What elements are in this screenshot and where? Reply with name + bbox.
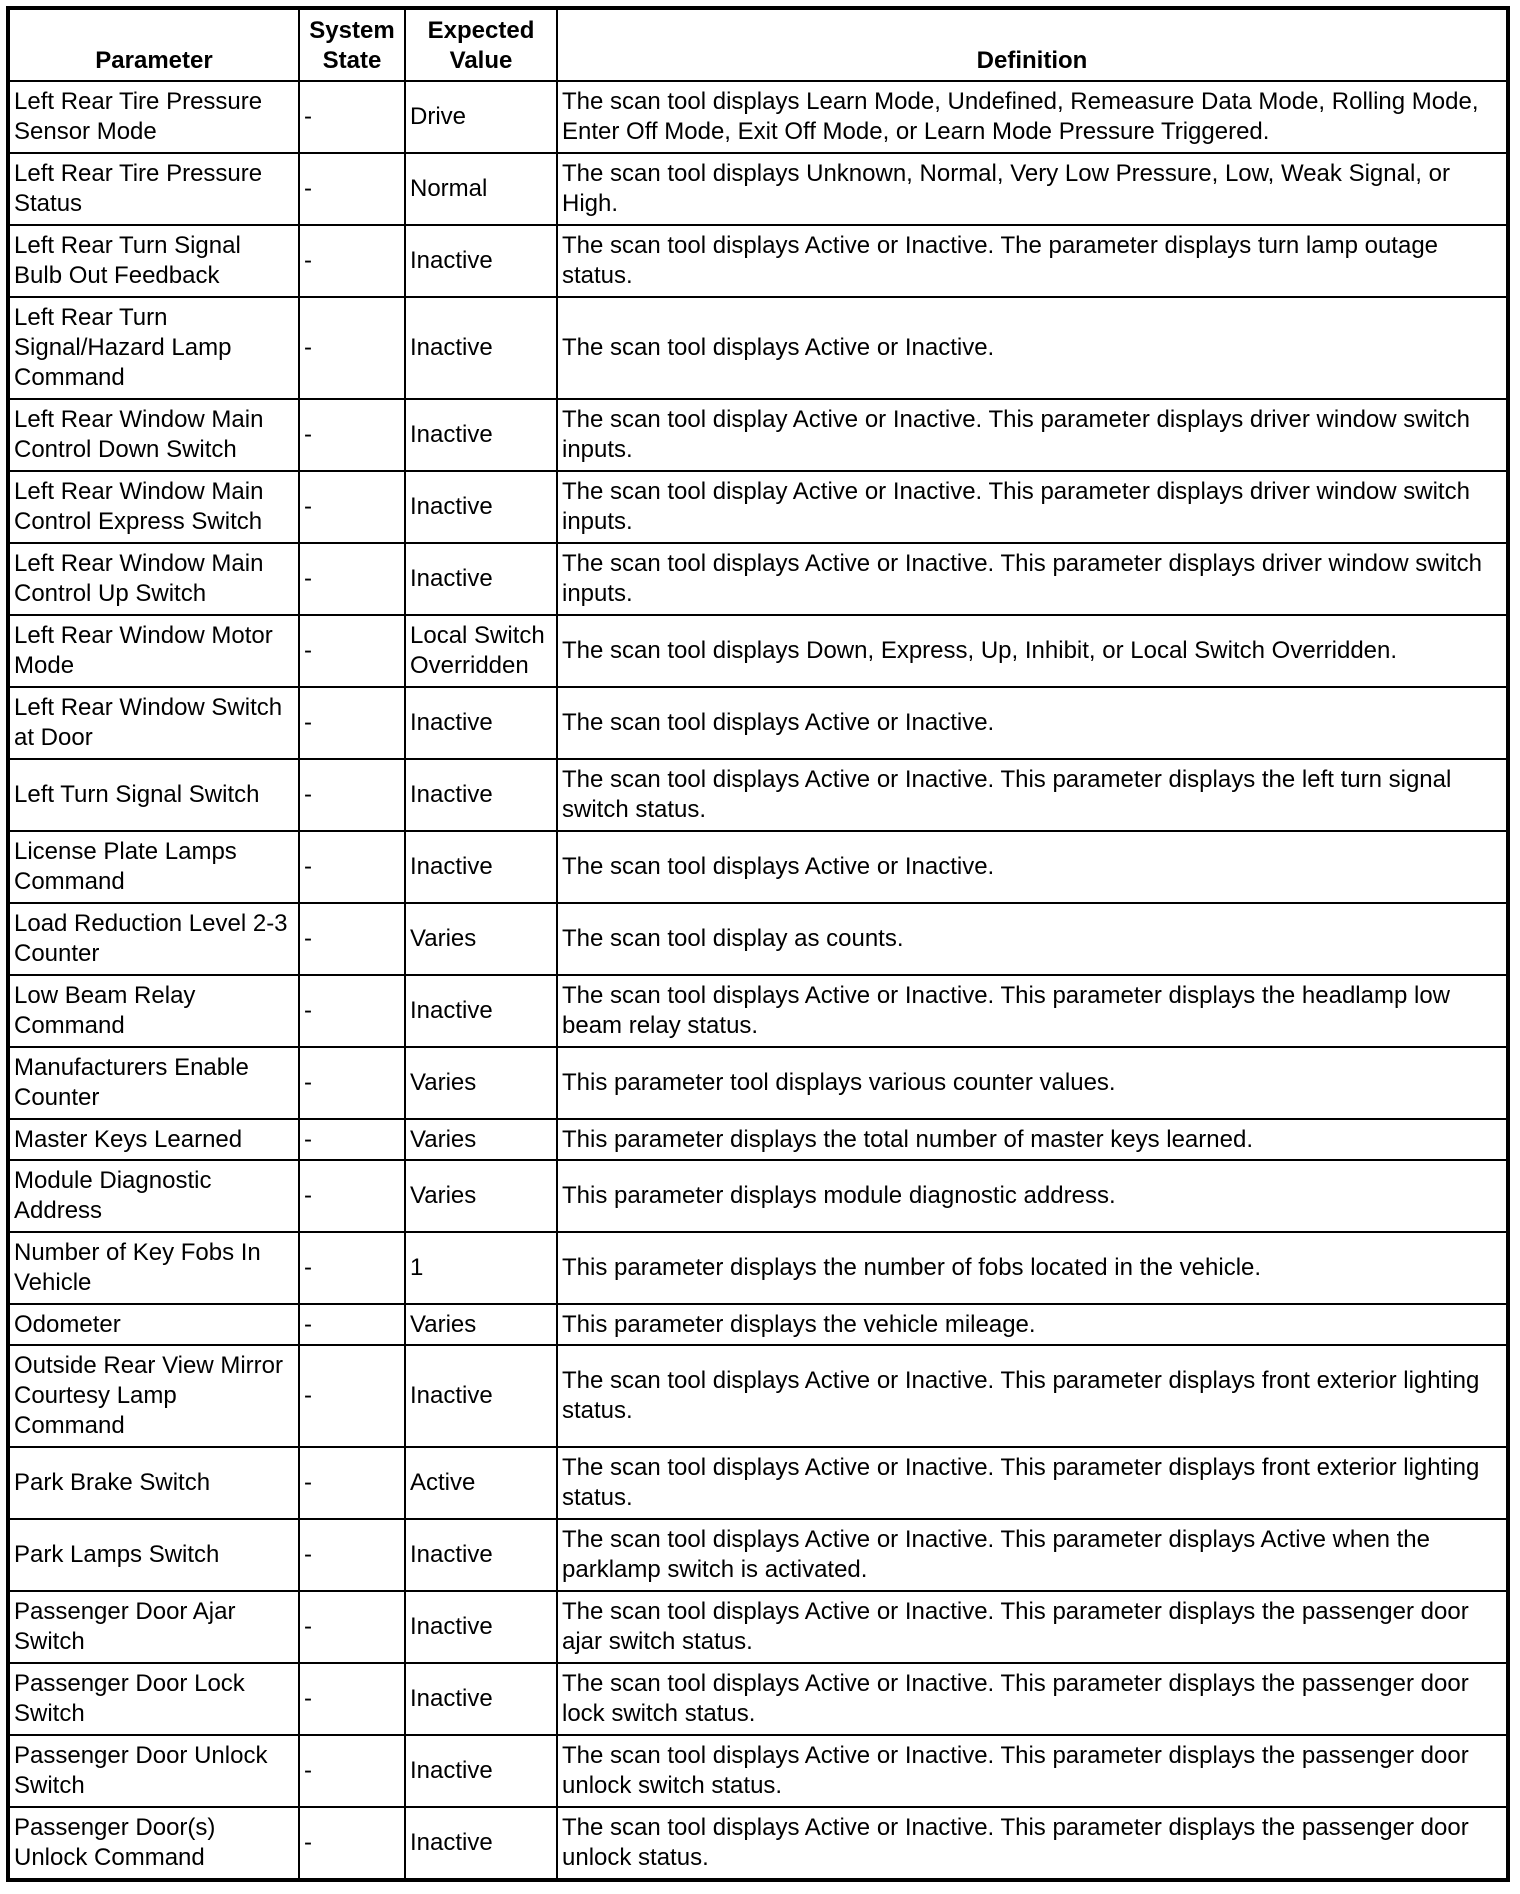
table-row: [8, 153, 1508, 225]
parameter-cell: Park Lamps Switch: [8, 1519, 299, 1591]
parameter-cell: Odometer: [8, 1304, 299, 1345]
system-state-cell: -: [299, 297, 405, 399]
definition-cell: The scan tool displays Active or Inactive. This parameter displays front exterior lighting status.: [557, 1447, 1508, 1519]
definition-cell: This parameter displays the vehicle mileage.: [557, 1304, 1508, 1345]
expected-value-cell: Inactive: [405, 1807, 557, 1880]
parameter-cell: License Plate Lamps Command: [8, 831, 299, 903]
system-state-cell: -: [299, 1807, 405, 1880]
definition-cell: The scan tool displays Active or Inactive. The parameter displays turn lamp outage status.: [557, 225, 1508, 297]
header-definition: Definition: [557, 8, 1508, 81]
expected-value-cell: Varies: [405, 903, 557, 975]
expected-value-cell: Inactive: [405, 759, 557, 831]
table-row: [8, 471, 1508, 543]
definition-cell: The scan tool display as counts.: [557, 903, 1508, 975]
parameter-cell: Left Rear Window Main Control Express Switch: [8, 471, 299, 543]
parameter-cell: Outside Rear View Mirror Courtesy Lamp Command: [8, 1345, 299, 1447]
definition-cell: The scan tool displays Active or Inactive. This parameter displays the left turn signal switch status.: [557, 759, 1508, 831]
system-state-cell: -: [299, 687, 405, 759]
expected-value-cell: Varies: [405, 1304, 557, 1345]
definition-cell: The scan tool displays Active or Inactive.: [557, 297, 1508, 399]
definition-cell: The scan tool display Active or Inactive. This parameter displays driver window switch inputs.: [557, 399, 1508, 471]
expected-value-cell: Inactive: [405, 1735, 557, 1807]
table-row: [8, 615, 1508, 687]
system-state-cell: -: [299, 1447, 405, 1519]
expected-value-cell: Inactive: [405, 975, 557, 1047]
table-body: [8, 81, 1508, 1880]
system-state-cell: -: [299, 1160, 405, 1232]
table-row: [8, 1591, 1508, 1663]
expected-value-cell: Inactive: [405, 1345, 557, 1447]
definition-cell: The scan tool displays Active or Inactive. This parameter displays the passenger door unlock status.: [557, 1807, 1508, 1880]
table-row: [8, 1345, 1508, 1447]
expected-value-cell: Inactive: [405, 1663, 557, 1735]
table-row: [8, 543, 1508, 615]
table-row: [8, 1735, 1508, 1807]
expected-value-cell: Local Switch Overridden: [405, 615, 557, 687]
system-state-cell: -: [299, 1519, 405, 1591]
system-state-cell: -: [299, 1232, 405, 1304]
expected-value-cell: Inactive: [405, 687, 557, 759]
definition-cell: The scan tool displays Active or Inactive. This parameter displays the passenger door ajar switch status.: [557, 1591, 1508, 1663]
parameter-cell: Passenger Door(s) Unlock Command: [8, 1807, 299, 1880]
expected-value-cell: Drive: [405, 81, 557, 153]
expected-value-cell: Inactive: [405, 471, 557, 543]
table-row: [8, 687, 1508, 759]
parameter-cell: Master Keys Learned: [8, 1119, 299, 1160]
parameter-cell: Left Rear Turn Signal Bulb Out Feedback: [8, 225, 299, 297]
definition-cell: The scan tool displays Active or Inactive. This parameter displays the passenger door lock switch status.: [557, 1663, 1508, 1735]
definition-cell: The scan tool displays Active or Inactive.: [557, 831, 1508, 903]
system-state-cell: -: [299, 471, 405, 543]
expected-value-cell: Varies: [405, 1160, 557, 1232]
system-state-cell: -: [299, 1047, 405, 1119]
table-row: [8, 903, 1508, 975]
system-state-cell: -: [299, 1663, 405, 1735]
definition-cell: The scan tool display Active or Inactive. This parameter displays driver window switch inputs.: [557, 471, 1508, 543]
expected-value-cell: Inactive: [405, 543, 557, 615]
definition-cell: The scan tool displays Unknown, Normal, Very Low Pressure, Low, Weak Signal, or High.: [557, 153, 1508, 225]
system-state-cell: -: [299, 1304, 405, 1345]
table-row: [8, 81, 1508, 153]
definition-cell: This parameter displays the number of fobs located in the vehicle.: [557, 1232, 1508, 1304]
parameter-cell: Park Brake Switch: [8, 1447, 299, 1519]
expected-value-cell: 1: [405, 1232, 557, 1304]
parameter-cell: Number of Key Fobs In Vehicle: [8, 1232, 299, 1304]
system-state-cell: -: [299, 153, 405, 225]
definition-cell: This parameter tool displays various counter values.: [557, 1047, 1508, 1119]
table-row: [8, 759, 1508, 831]
definition-cell: The scan tool displays Active or Inactive. This parameter displays driver window switch inputs.: [557, 543, 1508, 615]
system-state-cell: -: [299, 1735, 405, 1807]
system-state-cell: -: [299, 225, 405, 297]
table-row: [8, 1232, 1508, 1304]
table-row: [8, 1447, 1508, 1519]
parameter-cell: Passenger Door Unlock Switch: [8, 1735, 299, 1807]
parameter-cell: Left Rear Tire Pressure Sensor Mode: [8, 81, 299, 153]
parameter-cell: Low Beam Relay Command: [8, 975, 299, 1047]
system-state-cell: -: [299, 543, 405, 615]
parameter-cell: Passenger Door Lock Switch: [8, 1663, 299, 1735]
expected-value-cell: Inactive: [405, 1591, 557, 1663]
expected-value-cell: Inactive: [405, 297, 557, 399]
system-state-cell: -: [299, 81, 405, 153]
expected-value-cell: Active: [405, 1447, 557, 1519]
system-state-cell: -: [299, 615, 405, 687]
expected-value-cell: Inactive: [405, 225, 557, 297]
system-state-cell: -: [299, 759, 405, 831]
parameter-cell: Load Reduction Level 2-3 Counter: [8, 903, 299, 975]
table-row: [8, 399, 1508, 471]
table-row: [8, 1047, 1508, 1119]
parameter-cell: Left Rear Window Switch at Door: [8, 687, 299, 759]
header-system-state: System State: [299, 8, 405, 81]
parameter-cell: Left Rear Window Main Control Down Switch: [8, 399, 299, 471]
header-parameter: Parameter: [8, 8, 299, 81]
table-row: [8, 1807, 1508, 1880]
definition-cell: The scan tool displays Active or Inactive. This parameter displays Active when the parklamp switch is activated.: [557, 1519, 1508, 1591]
parameter-cell: Left Rear Turn Signal/Hazard Lamp Command: [8, 297, 299, 399]
parameter-cell: Left Turn Signal Switch: [8, 759, 299, 831]
expected-value-cell: Varies: [405, 1119, 557, 1160]
table-row: [8, 1119, 1508, 1160]
expected-value-cell: Varies: [405, 1047, 557, 1119]
table-row: [8, 1519, 1508, 1591]
system-state-cell: -: [299, 1591, 405, 1663]
system-state-cell: -: [299, 1345, 405, 1447]
parameter-cell: Left Rear Window Motor Mode: [8, 615, 299, 687]
definition-cell: This parameter displays module diagnostic address.: [557, 1160, 1508, 1232]
system-state-cell: -: [299, 975, 405, 1047]
expected-value-cell: Normal: [405, 153, 557, 225]
expected-value-cell: Inactive: [405, 399, 557, 471]
parameter-cell: Left Rear Window Main Control Up Switch: [8, 543, 299, 615]
table-row: [8, 1304, 1508, 1345]
definition-cell: This parameter displays the total number of master keys learned.: [557, 1119, 1508, 1160]
parameter-cell: Passenger Door Ajar Switch: [8, 1591, 299, 1663]
system-state-cell: -: [299, 903, 405, 975]
header-expected-value: Expected Value: [405, 8, 557, 81]
parameter-cell: Module Diagnostic Address: [8, 1160, 299, 1232]
table-row: [8, 831, 1508, 903]
parameter-cell: Manufacturers Enable Counter: [8, 1047, 299, 1119]
parameter-table: [6, 6, 1510, 1882]
parameter-cell: Left Rear Tire Pressure Status: [8, 153, 299, 225]
header-row: [8, 8, 1508, 81]
definition-cell: The scan tool displays Down, Express, Up, Inhibit, or Local Switch Overridden.: [557, 615, 1508, 687]
expected-value-cell: Inactive: [405, 1519, 557, 1591]
table-row: [8, 1663, 1508, 1735]
system-state-cell: -: [299, 399, 405, 471]
table-row: [8, 975, 1508, 1047]
table-row: [8, 1160, 1508, 1232]
definition-cell: The scan tool displays Learn Mode, Undefined, Remeasure Data Mode, Rolling Mode, Enter Off Mode, Exit Off Mode, or Learn Mode Pressure Triggered.: [557, 81, 1508, 153]
system-state-cell: -: [299, 1119, 405, 1160]
definition-cell: The scan tool displays Active or Inactive. This parameter displays front exterior lighting status.: [557, 1345, 1508, 1447]
definition-cell: The scan tool displays Active or Inactive. This parameter displays the passenger door unlock switch status.: [557, 1735, 1508, 1807]
table-row: [8, 297, 1508, 399]
system-state-cell: -: [299, 831, 405, 903]
expected-value-cell: Inactive: [405, 831, 557, 903]
table-row: [8, 225, 1508, 297]
definition-cell: The scan tool displays Active or Inactive. This parameter displays the headlamp low beam relay status.: [557, 975, 1508, 1047]
definition-cell: The scan tool displays Active or Inactive.: [557, 687, 1508, 759]
